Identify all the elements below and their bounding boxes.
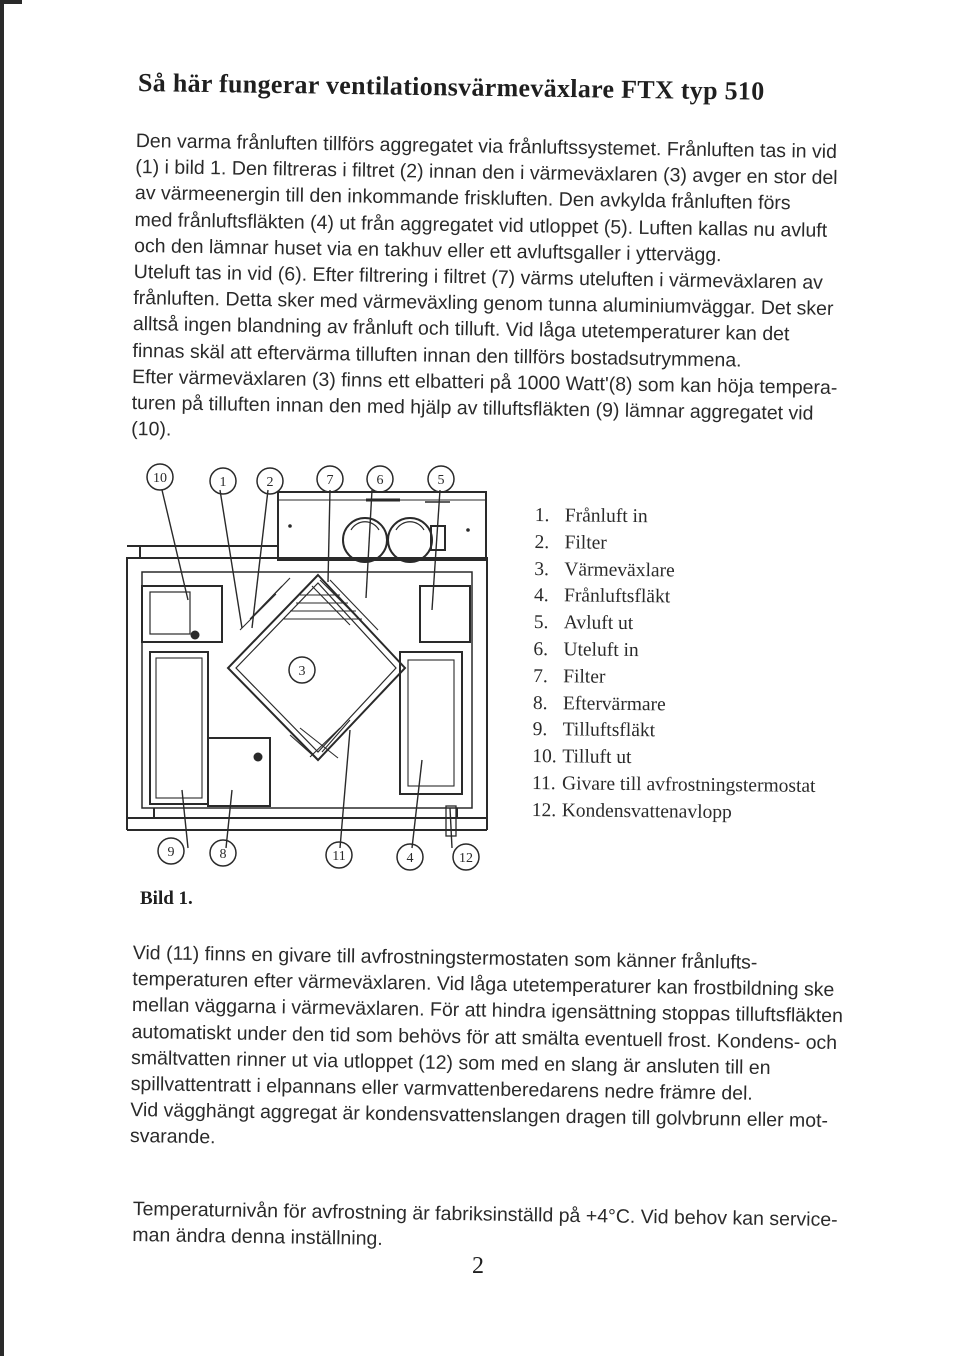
component-legend (532, 503, 819, 828)
text-line: Vid (11) finns en givare till avfrostningstermostaten som känner frånlufts- (132, 941, 758, 974)
text-line: man ändra denna inställning. (132, 1224, 383, 1251)
text-line: Uteluft tas in vid (6). Efter filtrering i filtret (7) värms uteluften i värmeväxlaren av (133, 260, 824, 294)
diagram-label-3: 3 (298, 664, 306, 679)
text-line: (1) i bild 1. Den filtreras i filtret (2) innan den i värmeväxlaren (3) avger en stor del (135, 156, 838, 190)
diagram-label-1: 1 (219, 475, 227, 490)
legend-item: 12. Kondensvattenavlopp (531, 799, 732, 823)
after-heater (208, 738, 270, 806)
text-line: och den lämnar huset via en takhuv eller ett avluftsgaller i yttervägg. (133, 234, 722, 267)
text-line: finnas skäl att eftervärma tilluften innan den tillförs bostadsutrymmena. (132, 339, 742, 372)
filter-right (400, 652, 462, 794)
text-line: automatiskt under den tid som behövs för att smälta eventuell frost. Kondens- och (131, 1020, 838, 1054)
legend-item: 8. Eftervärmare (532, 692, 666, 715)
diagram-label-8: 8 (219, 847, 227, 862)
text-line: mellan väggarna i värmeväxlaren. För att hindra igensättning stoppas tilluftsfläkten (131, 994, 844, 1028)
diagram-label-9: 9 (167, 845, 175, 860)
diagram-label-11: 11 (332, 849, 346, 864)
diagram-label-12: 12 (459, 851, 473, 866)
text-line: (10). (131, 418, 172, 441)
text-line: frånluften. Detta sker med värmeväxling genom tunna aluminiumväggar. Det sker (133, 287, 834, 321)
text-line: temperaturen efter värmeväxlaren. Vid låga utetemperaturer kan frostbildning ske (132, 968, 835, 1002)
legend-item: 5. Avluft ut (533, 612, 634, 635)
legend-item: 2. Filter (534, 531, 607, 554)
diagram-label-4: 4 (406, 851, 414, 866)
diagram-label-2: 2 (266, 475, 274, 490)
legend-item: 3. Värmeväxlare (534, 558, 675, 582)
diagram-label-5: 5 (437, 473, 445, 488)
legend-item: 6. Uteluft in (533, 638, 639, 662)
exhaust-outlet (420, 586, 470, 642)
thermostat-dial (343, 518, 387, 562)
legend-item: 10. Tilluft ut (532, 746, 632, 769)
page-number: 2 (472, 1253, 484, 1279)
thermostat-dial (388, 518, 432, 562)
text-line: Efter värmeväxlaren (3) finns ett elbatteri på 1000 Watt'(8) som kan höja tempera- (131, 365, 838, 399)
text-line: Vid vägghängt aggregat är kondensvattenslangen dragen till golvbrunn eller mot- (130, 1099, 829, 1133)
text-line: svarande. (129, 1125, 216, 1149)
legend-item: 11. Givare till avfrostningstermostat (531, 772, 816, 797)
diagram-label-10: 10 (153, 471, 167, 486)
text-line: alltså ingen blandning av frånluft och tilluft. Vid låga utetemperaturer kan det (132, 313, 790, 346)
legend-item: 9. Tilluftsfläkt (532, 719, 656, 742)
text-line: smältvatten rinner ut via utloppet (12) som med en slang är ansluten till en (130, 1046, 771, 1079)
supply-fan (150, 652, 208, 804)
figure-caption: Bild 1. (140, 888, 193, 909)
paragraph-defrost (130, 940, 923, 1162)
legend-item: 4. Frånluftsfläkt (533, 585, 671, 608)
legend-item: 1. Frånluft in (534, 504, 648, 528)
page-title: Så här fungerar ventilationsvärmeväxlare FTX typ 510 (137, 68, 765, 106)
text-line: turen på tilluften innan den med hjälp av tilluftsfläkten (9) lämnar aggregatet vid (131, 391, 814, 425)
diagram-label-7: 7 (326, 473, 334, 488)
text-line: av värmeenergin till den inkommande friskluften. Den avkylda frånluften förs (134, 182, 791, 215)
text-line: med frånluftsfläkten (4) ut från aggregatet vid utloppet (5). Luften kallas nu avluft (134, 208, 828, 242)
text-line: Temperaturnivån för avfrostning är fabriksinställd på +4°C. Vid behov kan service- (132, 1197, 838, 1232)
text-line: spillvattentratt i elpannans eller varmvattenberedarens nedre främre del. (130, 1072, 754, 1105)
legend-item: 7. Filter (533, 665, 606, 688)
text-line: Den varma frånluften tillförs aggregatet via frånluftssystemet. Frånluften tas in vid (135, 129, 838, 164)
diagram-label-6: 6 (376, 473, 384, 488)
